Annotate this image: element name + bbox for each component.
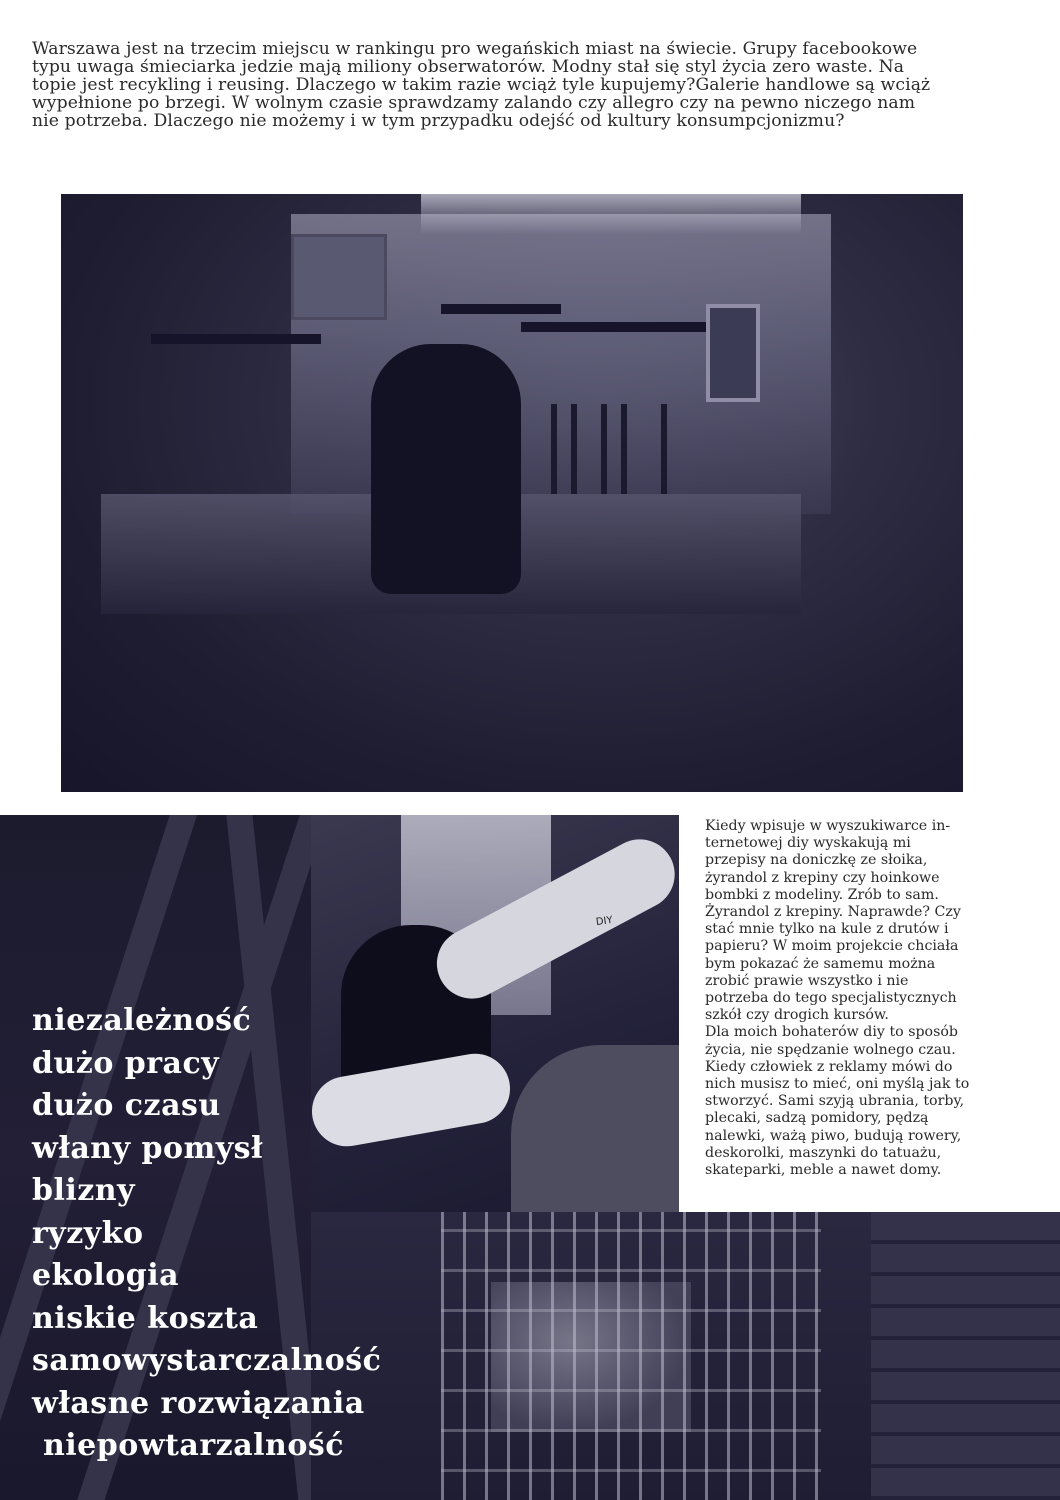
keyword: niezależność — [32, 1003, 252, 1038]
intro-paragraph: Warszawa jest na trzecim miejscu w rankingu pro wegańskich miast na świecie. Grupy facebookowe typu uwaga śmieciarka jedzie mają miliony obserwatorów. Modny stał się styl życia zero waste. Na topie jest recykling i reusing. Dlaczego w takim razie wciąż tyle kupujemy?Galerie handlowe są wciąż wypełnione po brzegi. W wolnym czasie sprawdzamy zalando czy allegro czy na pewno niczego nam nie potrzeba. Dlaczego nie możemy i w tym przypadku odejść od kultury konsumpcjonizmu? — [32, 39, 931, 131]
workshop-light — [421, 194, 801, 234]
cage-photo — [311, 1212, 1060, 1500]
keyword: blizny — [32, 1173, 136, 1208]
shelf — [441, 304, 561, 314]
trousers — [511, 1045, 679, 1212]
keyword: ekologia — [32, 1258, 180, 1293]
keyword: samowystarczalność — [32, 1343, 382, 1378]
hanging-tool — [621, 404, 627, 494]
wooden-planks — [871, 1212, 1060, 1500]
shelf — [151, 334, 321, 344]
worker-silhouette — [371, 344, 521, 594]
hanging-tool — [661, 404, 667, 494]
shelf-box — [706, 304, 760, 402]
diy-tattoo-label: DIY — [595, 914, 614, 929]
keyword: dużo czasu — [32, 1088, 221, 1123]
wire-cage — [441, 1212, 821, 1500]
keyword: włany pomysł — [32, 1130, 264, 1166]
keyword: własne rozwiązania — [32, 1385, 365, 1421]
hanging-tool — [571, 404, 577, 494]
keyword: niepowtarzalność — [32, 1428, 345, 1463]
hanging-tool — [601, 404, 607, 494]
shelf — [521, 322, 721, 332]
keyword: dużo pracy — [32, 1045, 220, 1081]
keyword: ryzyko — [32, 1215, 144, 1251]
workshop-window — [291, 234, 387, 320]
side-paragraph: Kiedy wpisuje w wyszukiwarce in- ternetowej diy wyskakują mi przepisy na doniczkę ze słoika, żyrandol z krepiny czy hoinkowe bombki z modeliny. Zrób to sam. Żyrandol z krepiny. Naprawde? Czy stać mnie tylko na kule z drutów i papieru? W moim projekcie chciała bym pokazać że samemu można zrobić prawie wszystko i nie potrzeba do tego specjalistycznych szkół czy drogich kursów. Dla moich bohaterów diy to sposób życia, nie spędzanie wolnego czau. Kiedy człowiek z reklamy mówi do nich musisz to mieć, oni myślą jak to stworzyć. Sami szyją ubrania, torby, plecaki, sadzą pomidory, pędzą nalewki, ważą piwo, budują rowery, deskorolki, maszynki do tatuażu, skateparki, meble a nawet domy. — [705, 818, 970, 1179]
keyword-list — [32, 1000, 381, 1468]
keyword: niskie koszta — [32, 1300, 259, 1336]
hanging-tool — [551, 404, 557, 494]
workshop-photo — [61, 194, 963, 792]
